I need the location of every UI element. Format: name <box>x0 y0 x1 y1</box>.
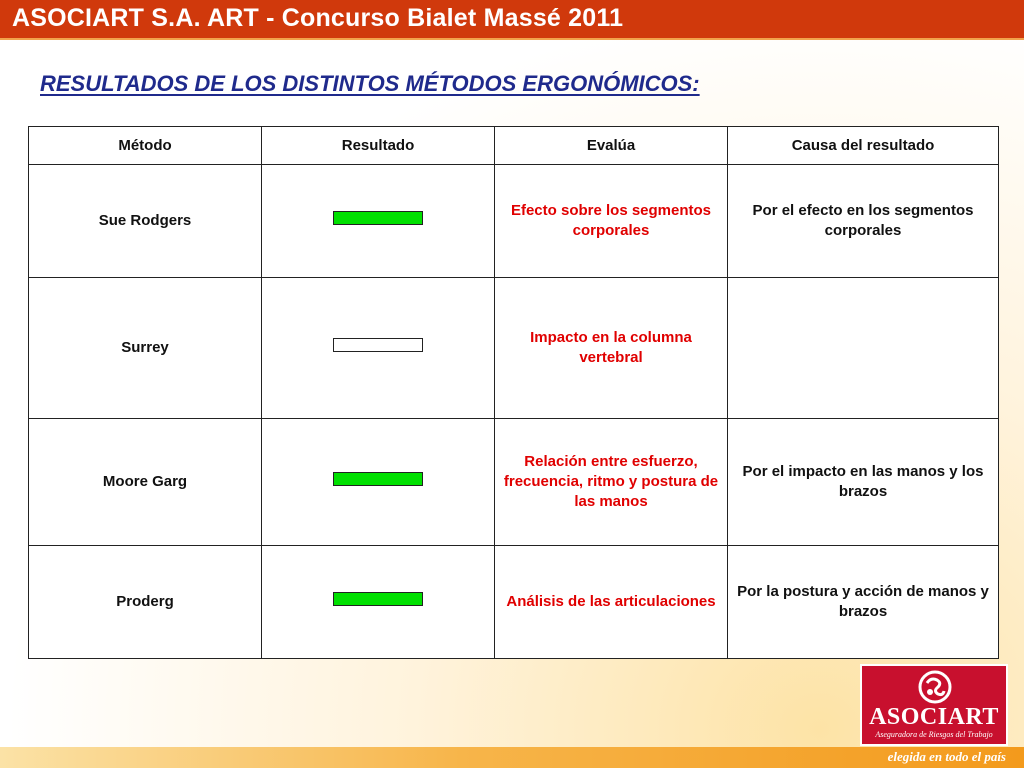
resultado-cell <box>262 278 495 419</box>
causa-cell <box>728 278 999 419</box>
column-header-resultado: Resultado <box>262 127 495 165</box>
result-indicator <box>333 592 423 606</box>
table-row <box>29 278 999 419</box>
asociart-logo-icon <box>918 670 952 704</box>
causa-cell: Por el impacto en las manos y los brazos <box>728 419 999 546</box>
metodo-cell: Surrey <box>29 278 262 419</box>
column-header-causa: Causa del resultado <box>728 127 999 165</box>
asociart-logo <box>860 664 1008 746</box>
logo-subtitle: Aseguradora de Riesgos del Trabajo <box>875 730 993 739</box>
column-header-evalua: Evalúa <box>495 127 728 165</box>
evalua-cell: Efecto sobre los segmentos corporales <box>495 165 728 278</box>
metodo-cell: Sue Rodgers <box>29 165 262 278</box>
table-row <box>29 165 999 278</box>
evalua-cell: Relación entre esfuerzo, frecuencia, ritmo y postura de las manos <box>495 419 728 546</box>
table-row <box>29 419 999 546</box>
table-header-row <box>29 127 999 165</box>
column-header-metodo: Método <box>29 127 262 165</box>
table-row <box>29 546 999 659</box>
metodo-cell: Proderg <box>29 546 262 659</box>
result-indicator <box>333 338 423 352</box>
resultado-cell <box>262 165 495 278</box>
header-title: ASOCIART S.A. ART - Concurso Bialet Massé 2011 <box>12 4 624 32</box>
result-indicator <box>333 472 423 486</box>
metodo-cell: Moore Garg <box>29 419 262 546</box>
section-title: RESULTADOS DE LOS DISTINTOS MÉTODOS ERGONÓMICOS: <box>40 71 700 96</box>
logo-name: ASOCIART <box>869 704 999 730</box>
causa-cell: Por el efecto en los segmentos corporales <box>728 165 999 278</box>
resultado-cell <box>262 419 495 546</box>
results-table <box>28 126 999 659</box>
evalua-cell: Impacto en la columna vertebral <box>495 278 728 419</box>
footer-slogan: elegida en todo el país <box>887 749 1006 764</box>
result-indicator <box>333 211 423 225</box>
header-bar <box>0 0 1024 40</box>
evalua-cell: Análisis de las articulaciones <box>495 546 728 659</box>
resultado-cell <box>262 546 495 659</box>
causa-cell: Por la postura y acción de manos y brazos <box>728 546 999 659</box>
footer-strip <box>0 747 1024 768</box>
